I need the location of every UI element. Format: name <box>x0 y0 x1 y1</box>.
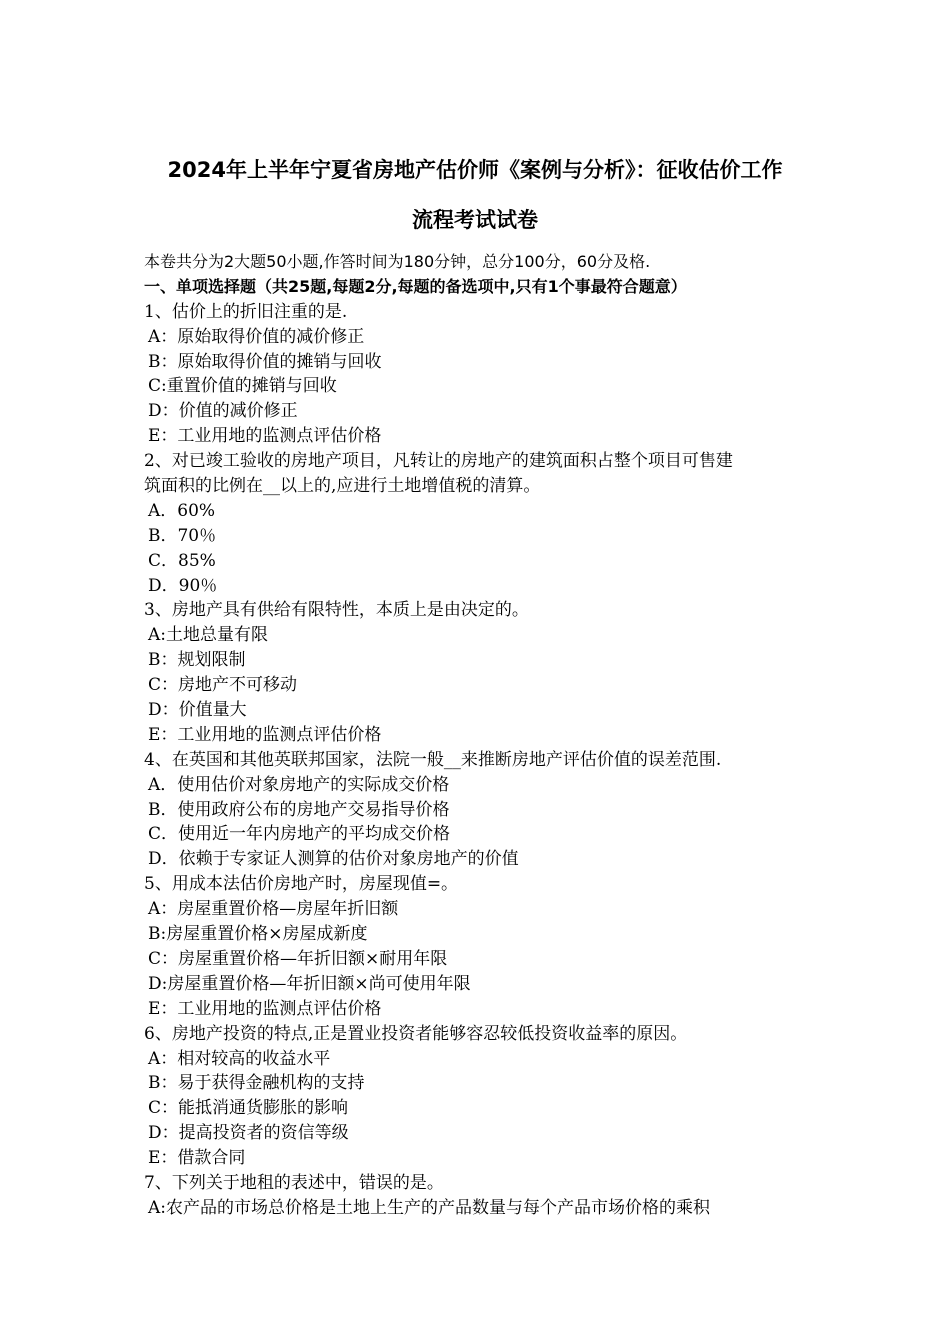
option-a: A．使用估价对象房地产的实际成交价格 <box>148 774 450 795</box>
option-c: C：房屋重置价格—年折旧额×耐用年限 <box>148 948 448 969</box>
option-e: E：工业用地的监测点评估价格 <box>148 724 382 745</box>
option-a: A:农产品的市场总价格是土地上生产的产品数量与每个产品市场价格的乘积 <box>148 1197 711 1218</box>
question-stem: 7、下列关于地租的表述中，错误的是。 <box>144 1172 444 1193</box>
option-b: B:房屋重置价格×房屋成新度 <box>148 924 368 945</box>
question-stem-continued: 筑面积的比例在__以上的,应进行土地增值税的清算。 <box>144 476 541 497</box>
option-b: B：易于获得金融机构的支持 <box>148 1073 365 1094</box>
option-d: D：价值量大 <box>148 700 247 721</box>
option-d: D：价值的减价修正 <box>148 401 298 422</box>
exam-intro: 本卷共分为2大题50小题,作答时间为180分钟，总分100分，60分及格. <box>144 252 651 271</box>
document-title-line-2: 流程考试试卷 <box>412 208 538 232</box>
option-e: E：工业用地的监测点评估价格 <box>148 426 382 447</box>
question-7 <box>144 1171 814 1221</box>
question-stem: 4、在英国和其他英联邦国家，法院一般__来推断房地产评估价值的误差范围. <box>144 749 722 770</box>
option-c: C:重置价值的摊销与回收 <box>148 376 337 397</box>
option-d: D:房屋重置价格—年折旧额×尚可使用年限 <box>148 973 471 994</box>
option-b: B．70％ <box>148 525 217 546</box>
option-c: C．85% <box>148 550 216 571</box>
option-a: A：房屋重置价格—房屋年折旧额 <box>148 899 399 920</box>
question-2 <box>144 449 814 598</box>
question-3 <box>144 598 814 747</box>
question-4 <box>144 748 814 872</box>
question-stem: 1、估价上的折旧注重的是. <box>144 301 348 322</box>
option-a: A：原始取得价值的减价修正 <box>148 326 365 347</box>
question-stem: 6、房地产投资的特点,正是置业投资者能够容忍较低投资收益率的原因。 <box>144 1023 688 1044</box>
question-stem: 5、用成本法估价房地产时，房屋现值=。 <box>144 874 459 895</box>
option-e: E：工业用地的监测点评估价格 <box>148 998 382 1019</box>
question-1 <box>144 300 814 449</box>
option-a: A：相对较高的收益水平 <box>148 1048 331 1069</box>
option-d: D．90％ <box>148 575 218 596</box>
option-b: B：原始取得价值的摊销与回收 <box>148 351 382 372</box>
option-d: D．依赖于专家证人测算的估价对象房地产的价值 <box>148 849 519 870</box>
option-e: E：借款合同 <box>148 1148 246 1169</box>
option-c: C：能抵消通货膨胀的影响 <box>148 1098 349 1119</box>
option-c: C．使用近一年内房地产的平均成交价格 <box>148 824 451 845</box>
question-stem: 2、对已竣工验收的房地产项目，凡转让的房地产的建筑面积占整个项目可售建 <box>144 451 733 472</box>
option-b: B：规划限制 <box>148 650 246 671</box>
option-c: C：房地产不可移动 <box>148 675 298 696</box>
option-d: D：提高投资者的资信等级 <box>148 1123 349 1144</box>
question-stem: 3、房地产具有供给有限特性，本质上是由决定的。 <box>144 600 529 621</box>
document-body <box>144 250 814 1221</box>
option-a: A:土地总量有限 <box>148 625 269 646</box>
option-a: A．60% <box>148 500 216 521</box>
question-5 <box>144 872 814 1021</box>
option-b: B．使用政府公布的房地产交易指导价格 <box>148 799 450 820</box>
question-6 <box>144 1022 814 1171</box>
document-title-line-1: 2024年上半年宁夏省房地产估价师《案例与分析》：征收估价工作 <box>167 158 783 182</box>
section-heading: 一、单项选择题（共25题,每题2分,每题的备选项中,只有1个事最符合题意） <box>144 276 687 296</box>
